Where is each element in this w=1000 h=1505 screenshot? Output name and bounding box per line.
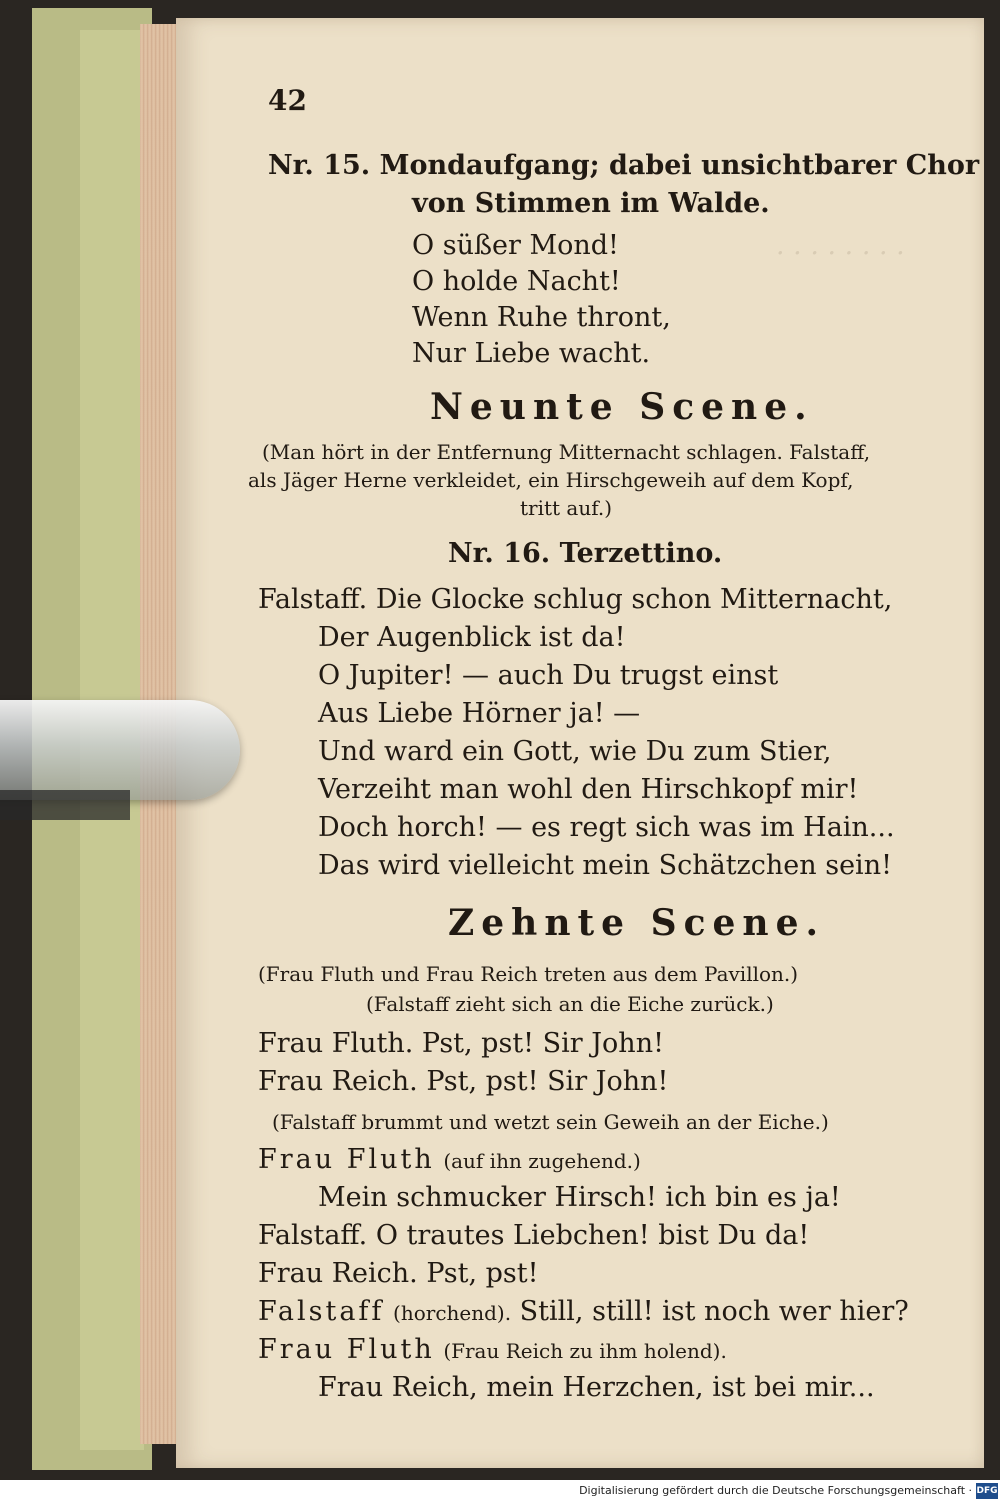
scene-10-line-4: Mein schmucker Hirsch! ich bin es ja! xyxy=(318,1182,841,1213)
scene-10-line-8 xyxy=(258,1334,727,1365)
stage-direction: (horchend). xyxy=(393,1301,512,1325)
scene-10-line-3 xyxy=(258,1144,641,1175)
dialogue-text: Still, still! ist noch wer hier? xyxy=(519,1296,909,1327)
terzettino-line-7: Doch horch! — es regt sich was im Hain... xyxy=(318,812,895,843)
scene-10-title: Zehnte Scene. xyxy=(448,902,826,944)
nr15-title-line1: Nr. 15. Mondaufgang; dabei unsichtbarer Chor xyxy=(268,150,980,181)
verse-line-1: O süßer Mond! xyxy=(412,230,619,261)
nr15-title-line2: von Stimmen im Walde. xyxy=(412,188,770,219)
terzettino-line-5: Und ward ein Gott, wie Du zum Stier, xyxy=(318,736,832,767)
speaker-falstaff: Falstaff xyxy=(258,1296,385,1327)
scene-10-line-2: Frau Reich. Pst, pst! Sir John! xyxy=(258,1066,669,1097)
terzettino-line-1: Falstaff. Die Glocke schlug schon Mitternacht, xyxy=(258,584,893,615)
scene-10-line-5: Falstaff. O trautes Liebchen! bist Du da! xyxy=(258,1220,810,1251)
scene-10-line-6: Frau Reich. Pst, pst! xyxy=(258,1258,539,1289)
footer-credit: Digitalisierung gefördert durch die Deutsche Forschungsgemeinschaft · xyxy=(579,1484,972,1497)
page-holder-clip xyxy=(0,700,240,800)
scene-9-title: Neunte Scene. xyxy=(430,386,814,428)
terzettino-line-3: O Jupiter! — auch Du trugst einst xyxy=(318,660,779,691)
speaker-frau-fluth: Frau Fluth xyxy=(258,1334,435,1365)
scene-9-stage-line-2: als Jäger Herne verkleidet, ein Hirschgeweih auf dem Kopf, xyxy=(248,468,854,492)
dfg-logo-icon: DFG xyxy=(976,1483,998,1499)
scene-10-stage-line-3: (Falstaff brummt und wetzt sein Geweih an der Eiche.) xyxy=(272,1110,829,1134)
speaker-frau-fluth: Frau Fluth xyxy=(258,1144,435,1175)
stage-direction: (Frau Reich zu ihm holend). xyxy=(443,1339,727,1363)
scene-10-stage-line-1: (Frau Fluth und Frau Reich treten aus dem Pavillon.) xyxy=(258,962,799,986)
scene-10-line-9: Frau Reich, mein Herzchen, ist bei mir... xyxy=(318,1372,875,1403)
stage-direction: (auf ihn zugehend.) xyxy=(443,1149,641,1173)
scene-10-stage-line-2: (Falstaff zieht sich an die Eiche zurück.) xyxy=(366,992,774,1016)
scene-10-line-7 xyxy=(258,1296,909,1327)
nr16-title: Nr. 16. Terzettino. xyxy=(448,538,723,569)
verse-line-2: O holde Nacht! xyxy=(412,266,621,297)
page-holder-shadow xyxy=(0,790,130,820)
verse-line-4: Nur Liebe wacht. xyxy=(412,338,651,369)
verse-line-3: Wenn Ruhe thront, xyxy=(412,302,671,333)
terzettino-line-6: Verzeiht man wohl den Hirschkopf mir! xyxy=(318,774,859,805)
book-page: · · · · · · · · 42 Nr. 15. Mondaufgang; dabei unsichtbarer Chor von Stimmen im Walde. O süßer Mond! O holde Nacht! Wenn Ruhe thront, Nur Liebe wacht. Neunte Scene. (Man hört in der Entfernung Mitternacht schlagen. Falstaff, als Jäger Herne verkleidet, ein Hirschgeweih auf dem Kopf, tritt auf.) Nr. 16. Terzettino. Falstaff. Die Glocke schlug schon Mitternacht, Der Augenblick ist da! O Jupiter! — auch Du trugst einst Aus Liebe Hörner ja! — Und ward ein Gott, wie Du zum Stier, Verzeiht man wohl den Hirschkopf mir! Doch horch! — es regt sich was im Hain... Das wird vielleicht mein Schätzchen sein! Zehnte Scene. (Frau Fluth und Frau Reich treten aus dem Pavillon.) (Falstaff zieht sich an die Eiche zurück.) Frau Fluth. Pst, pst! Sir John! Frau Reich. Pst, pst! Sir John! (Falstaff brummt und wetzt sein Geweih an der Eiche.) Frau Fluth (auf ihn zugehend.) Mein schmucker Hirsch! ich bin es ja! Falstaff. O trautes Liebchen! bist Du da! Frau Reich. Pst, pst! Falstaff (horchend). Still, still! ist noch wer hier? Frau Fluth (Frau Reich zu ihm holend). Frau Reich, mein Herzchen, ist bei mir... xyxy=(176,18,984,1468)
terzettino-line-2: Der Augenblick ist da! xyxy=(318,622,626,653)
footer-bar xyxy=(0,1480,1000,1505)
scene-10-line-1: Frau Fluth. Pst, pst! Sir John! xyxy=(258,1028,664,1059)
scene-9-stage-line-1: (Man hört in der Entfernung Mitternacht schlagen. Falstaff, xyxy=(262,440,871,464)
scene-9-stage-line-3: tritt auf.) xyxy=(520,496,613,520)
terzettino-line-8: Das wird vielleicht mein Schätzchen sein! xyxy=(318,850,892,881)
terzettino-line-4: Aus Liebe Hörner ja! — xyxy=(318,698,641,729)
page-number: 42 xyxy=(268,84,307,117)
